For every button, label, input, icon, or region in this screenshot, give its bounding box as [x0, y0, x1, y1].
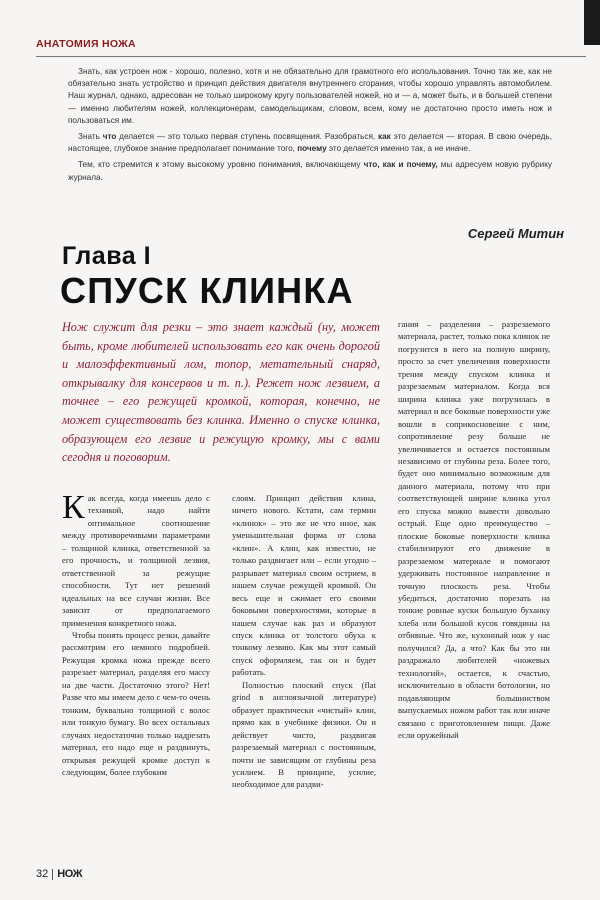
intro-paragraph-2 [68, 131, 552, 155]
intro-paragraph-1: Знать, как устроен нож - хорошо, полезно, хотя и не обязательно для грамотного его использования. Точно так же, как не обязательно знать устройство и принцип действия двигателя внутреннего сгорания, чтобы хорошо управлять автомобилем. Наш журнал, однако, адресован не только широкому кругу пользователей ножей, но и — а, может быть, и в большей степени — именно любителям ножей, коллекционерам, самодельщикам, словом, всем, кому не достаточно просто иметь нож и пользоваться им. [68, 67, 552, 125]
header-rule [36, 56, 586, 57]
intro-text: Знать [78, 132, 103, 142]
body-paragraph: гания – разделения – разрезаемого материала, растет, только пока клинок не погрузится в него на полную ширину, просто за счет увеличения поверхности трения между спуском клинка и разрезаемым материалом. Когда вся ширина клинка уже погрузилась в материал и все боковые поверхности уже вошли в соприкосновение с ним, сопротивление резу больше не увеличивается и остается постоянным независимо от глубины реза. Более того, будет оно минимально возможным для данного материала, потому что при соответствующей ширине клинка угол его спуска можно вывести довольно острый. Еще одно преимущество – плоские боковые поверхности клинка стабилизируют его движение в разрезаемом материале и помогают удерживать постоянное направление и точную плоскость реза. Чтобы убедиться, достаточно порезать на тонкие ровные куски большую буханку хлеба или большой кусок говядины на отбивные. Что же, кухонный нож у нас получился? Да, а что? Как бы это ни раздражало любителей «ножевых технологий», остается, к счастью, исключительно в области ботологии, но подавляющим большинством выпускаемых ножом работ так или иначе связано с приготовлением пищи. Даже если оружейный [398, 319, 550, 740]
chapter-label: Глава I [62, 242, 152, 270]
intro-block [68, 66, 552, 188]
author-name: Сергей Митин [467, 226, 564, 241]
intro-text: Тем, кто стремится к этому высокому уровню понимания, включающему [78, 160, 364, 170]
intro-emphasis: почему [297, 144, 327, 154]
body-text: ак всегда, когда имеешь дело с техникой, надо найти оптимальное соотношение между противоречивыми параметрами – толщиной клинка, ответственной за его прочность, и толщиной лезвия, ответственной за режущие способности. Тут нет решений идеальных на все случаи жизни. Все зависит от предполагаемого применения конкретного ножа. [62, 493, 210, 628]
intro-emphasis: как [378, 132, 391, 142]
text-column-3 [398, 318, 550, 741]
body-paragraph [62, 489, 210, 629]
intro-paragraph-3 [68, 159, 552, 183]
intro-text: это делается именно так, а не иначе. [326, 144, 471, 154]
page-footer [36, 868, 82, 880]
intro-text: мы адресуем новую рубрику журнала. [68, 160, 552, 182]
body-paragraph: Полностью плоский спуск (flat grind в англоязычной литературе) образует практически «чистый» клин, прямо как в учебнике физики. Он и действует чисто, раздвигая разрезаемый материал с постоянным, почти не зависящим от глубины реза усилием. В принципе, усилие, необходимое для раздви- [232, 679, 376, 790]
intro-emphasis: что [102, 132, 117, 142]
body-paragraph: Чтобы понять процесс резки, давайте рассмотрим его немного подробней. Режущая кромка ножа прежде всего разрезает материал, разделяя его массу на две части. Достаточно этого? Нет! Разве что мы имеем дело с чем-то очень тонким, буквально толщиной с волос или тонкую бумагу. Во всех остальных случаях недостаточно только надрезать материал, его надо еще и раздвинуть, открывая режущей кромке доступ к следующим, более глубоким [62, 629, 210, 777]
body-paragraph: слоям. Принцип действия клина, ничего нового. Кстати, сам термин «клинок» – это же не что иное, как уменьшительная форма от слова «клин». А клин, как известно, не только раздвигает или – если угодно – разрывает материал своим острием, в нашем случае режущей кромкой. Он весь еще и сжимает его своими боковыми поверхностями, которые в нашем случае как раз и образуют спуск клинка от толстого обуха к тонкому лезвию. Как мы этот самый спуск оформляем, так он и будет работать. [232, 493, 376, 678]
lead-paragraph: Нож служит для резки – это знает каждый (ну, может быть, кроме любителей использовать его как очень дорогой и малоэффективный лом, топор, метательный снаряд, открывалку для консервов и т. п.). Режет нож лезвием, а точнее – его режущей кромкой, которая, конечно, не может существовать без клинка. Именно о спуске клинка, образующем его лезвие и режущую кромку, мы с вами сегодня и поговорим. [62, 320, 380, 465]
text-column-2 [232, 492, 376, 791]
text-column-1 [62, 489, 210, 778]
section-label: АНАТОМИЯ НОЖА [36, 38, 136, 50]
page-header [0, 18, 586, 50]
intro-text: делается — это только первая ступень посвящения. Разобраться, [116, 132, 379, 142]
intro-emphasis: что, как и почему, [363, 160, 438, 170]
page-number: 32 [36, 868, 49, 880]
magazine-logo: НОЖ [57, 868, 83, 880]
intro-text: это делается — вторая. В свою очередь, настоящее, глубокое знание предполагает понимание того, [68, 132, 552, 154]
article-title: СПУСК КЛИНКА [60, 270, 354, 311]
header-tab [584, 0, 600, 45]
drop-cap: К [62, 489, 85, 526]
footer-divider [52, 869, 53, 880]
